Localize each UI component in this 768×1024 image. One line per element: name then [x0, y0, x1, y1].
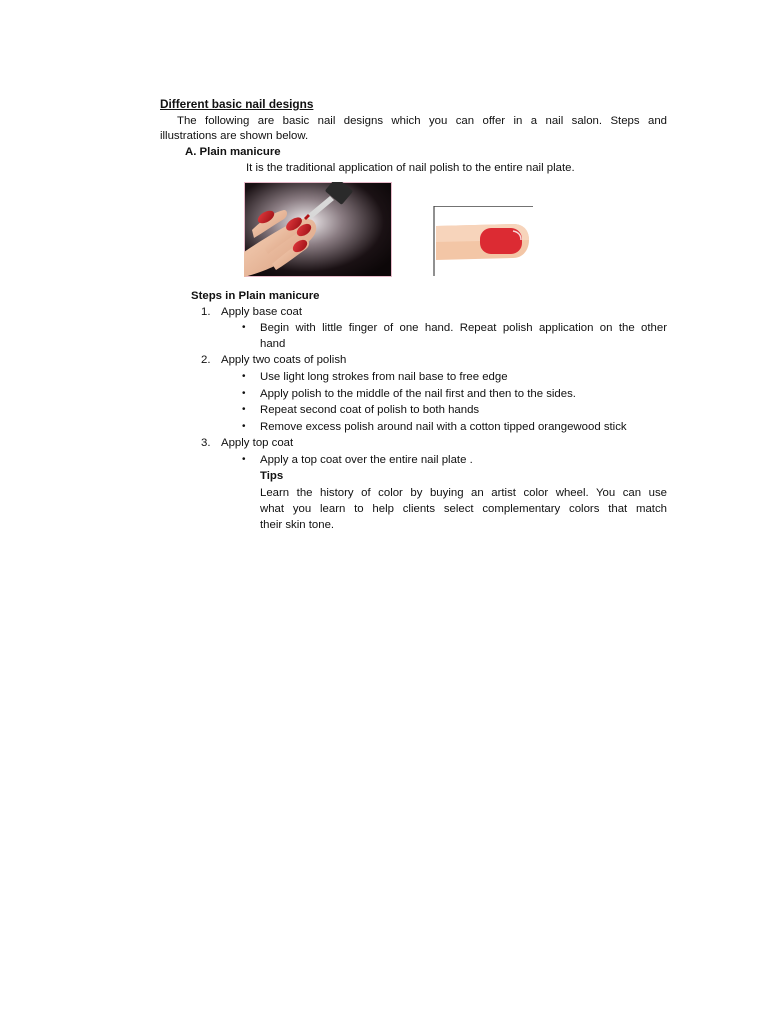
intro-line-2: illustrations are shown below. [160, 130, 309, 142]
manicure-hand-photo [244, 182, 392, 277]
step-bullet: Apply a top coat over the entire nail plate . [260, 454, 473, 466]
step-number: 3. [201, 437, 211, 449]
page-title: Different basic nail designs [160, 97, 314, 111]
bullet-icon: • [242, 454, 246, 465]
bullet-icon: • [242, 404, 246, 415]
step-bullet: Repeat second coat of polish to both hands [260, 404, 480, 416]
section-a-heading: A. Plain manicure [185, 146, 281, 158]
bullet-icon: • [242, 322, 246, 333]
step-bullet: Begin with little finger of one hand. Repeat polish application on the other [260, 322, 667, 334]
section-a-description: It is the traditional application of nail polish to the entire nail plate. [246, 162, 575, 174]
step-bullet-continued: hand [260, 338, 286, 350]
step-label: Apply top coat [221, 437, 294, 449]
step-bullet: Use light long strokes from nail base to free edge [260, 371, 508, 383]
steps-title: Steps in Plain manicure [191, 290, 320, 302]
step-label: Apply two coats of polish [221, 354, 347, 366]
tips-line-2: what you learn to help clients select complementary colors that match [260, 503, 667, 515]
bullet-icon: • [242, 371, 246, 382]
bullet-icon: • [242, 388, 246, 399]
step-bullet: Apply polish to the middle of the nail first and then to the sides. [260, 388, 576, 400]
tips-line-3: their skin tone. [260, 519, 335, 531]
step-label: Apply base coat [221, 306, 303, 318]
step-number: 2. [201, 354, 211, 366]
step-bullet: Remove excess polish around nail with a cotton tipped orangewood stick [260, 421, 627, 433]
intro-line-1: The following are basic nail designs which you can offer in a nail salon. Steps and [177, 115, 667, 127]
red-nail-finger-photo [433, 206, 533, 276]
step-number: 1. [201, 306, 211, 318]
tips-heading: Tips [260, 470, 284, 482]
bullet-icon: • [242, 421, 246, 432]
tips-line-1: Learn the history of color by buying an artist color wheel. You can use [260, 487, 667, 499]
